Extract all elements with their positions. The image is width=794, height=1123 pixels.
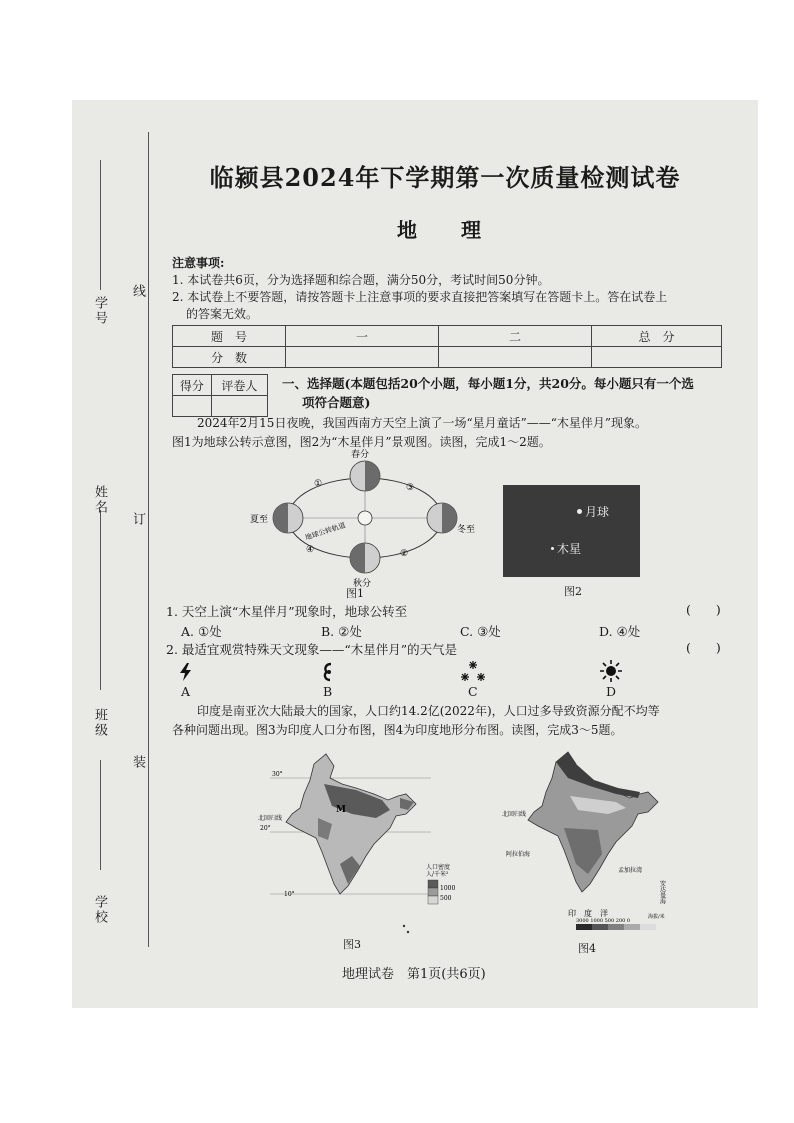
q2-answer-paren: ( )	[686, 640, 721, 655]
margin-blank-line-1	[100, 160, 101, 290]
sun	[358, 511, 372, 525]
q2-option-a: A	[181, 684, 191, 699]
margin-ding-char: 订	[130, 512, 145, 527]
fig3-lat20: 20°	[260, 825, 271, 832]
margin-school: 学校	[92, 895, 107, 925]
fig4-scale-0	[640, 924, 656, 930]
earth-winter	[427, 503, 457, 533]
score-table	[172, 325, 722, 368]
q2-option-b: B	[323, 684, 333, 699]
figure3-caption: 图3	[343, 938, 361, 951]
exam-title: 临颍县2024年下学期第一次质量检测试卷	[209, 163, 681, 192]
q2-option-c: C	[468, 684, 478, 699]
figure1-orbit-diagram	[250, 448, 480, 588]
figure2-night-sky	[503, 485, 640, 577]
score-cell-total	[592, 347, 722, 368]
passage2-line1: 印度是南亚次大陆最大的国家，人口约14.2亿(2022年)，人口过多导致资源分配不均等	[197, 704, 660, 718]
page-footer: 地理试卷 第1页(共6页)	[342, 967, 486, 982]
fig4-bay-of-bengal: 孟加拉湾	[618, 867, 643, 874]
marker-3: ③	[406, 483, 415, 493]
sunny-icon	[600, 660, 622, 682]
moon-label: 月球	[585, 505, 610, 519]
margin-zhuang-char: 装	[130, 755, 145, 770]
fig3-legend-mid	[428, 888, 438, 896]
figure4-caption: 图4	[578, 942, 596, 955]
fig3-tropic: 北回归线	[258, 815, 283, 822]
label-winter: 冬至	[457, 525, 476, 535]
exam-subject: 地 理	[397, 218, 493, 242]
grader-reviewer-label: 评卷人	[211, 375, 267, 396]
q1-option-c: C. ③处	[460, 624, 501, 639]
figure2-caption: 图2	[564, 585, 582, 598]
fig4-andaman-sea: 安达曼海	[658, 880, 666, 904]
fig3-legend-unit: 人/千米²	[426, 871, 449, 878]
margin-class: 班级	[92, 708, 107, 738]
thunder-icon	[178, 662, 194, 682]
score-cell-part2	[439, 347, 592, 368]
figure3-population-map	[256, 744, 470, 934]
typhoon-icon	[321, 662, 337, 682]
margin-blank-line-3	[100, 760, 101, 870]
fig3-legend-title: 人口密度	[426, 864, 451, 871]
score-header-total: 总 分	[592, 326, 722, 347]
fig4-scale-1000	[592, 924, 608, 930]
passage1-line2: 图1为地球公转示意图，图2为“木星伴月”景观图。读图，完成1～2题。	[172, 435, 551, 449]
figure4-terrain-map	[498, 744, 702, 938]
section1-heading-b: 项符合题意)	[302, 395, 371, 410]
marker-1: ①	[314, 479, 323, 489]
fig4-scale-unit: 海拔/米	[648, 914, 665, 920]
margin-line-char: 线	[130, 284, 145, 299]
q2-stem: 2. 最适宜观赏特殊天文现象——“木星伴月”的天气是	[166, 642, 458, 657]
notes-item-1: 1. 本试卷共6页，分为选择题和综合题，满分50分，考试时间50分钟。	[172, 273, 550, 287]
notes-item-2a: 2. 本试卷上不要答题，请按答题卡上注意事项的要求直接把答案填写在答题卡上。答在试卷上	[172, 290, 668, 304]
q1-option-d: D. ④处	[599, 624, 641, 639]
q1-option-a: A. ①处	[181, 624, 222, 639]
score-label: 分 数	[173, 347, 286, 368]
jupiter-dot	[551, 547, 554, 550]
fig3-marker-m: M	[336, 805, 346, 815]
fig4-indian-ocean: 印 度 洋	[568, 909, 608, 918]
fig4-arabian-sea: 阿拉伯海	[506, 851, 531, 858]
fig3-lat30: 30°	[272, 771, 283, 778]
section1-heading-a: 一、选择题(本题包括20个小题，每小题1分，共20分。每小题只有一个选	[282, 376, 694, 391]
earth-summer	[273, 503, 303, 533]
passage1-line1: 2024年2月15日夜晚，我国西南方天空上演了一场“星月童话”——“木星伴月”现象。	[197, 416, 647, 430]
notes-heading: 注意事项:	[172, 256, 225, 270]
fig3-legend-hi: 1000	[440, 885, 456, 892]
fig3-legend-lo: 500	[440, 895, 452, 902]
score-header-part2: 二	[439, 326, 592, 347]
jupiter-label: 木星	[557, 542, 582, 556]
score-header-part1: 一	[286, 326, 439, 347]
marker-2: ②	[400, 549, 409, 559]
label-summer: 夏至	[250, 515, 269, 525]
score-header-question: 题 号	[173, 326, 286, 347]
label-orbit: 地球公转轨道	[304, 521, 347, 542]
label-spring: 春分	[351, 450, 370, 460]
fig4-scale-500	[608, 924, 624, 930]
grader-score-label: 得分	[173, 375, 212, 396]
binding-line	[148, 132, 149, 947]
passage2-line2: 各种问题出现。图3为印度人口分布图，图4为印度地形分布图。读图，完成3～5题。	[172, 723, 623, 737]
notes-item-2b: 的答案无效。	[186, 307, 259, 321]
q1-stem: 1. 天空上演“木星伴月”现象时，地球公转至	[166, 604, 408, 619]
fig3-legend-high	[428, 880, 438, 888]
fig4-tropic: 北回归线	[502, 811, 527, 818]
snow-icon	[459, 660, 487, 684]
grader-table	[172, 374, 268, 417]
figure1-caption: 图1	[346, 587, 364, 600]
fig4-scale-values: 3000 1000 500 200 0	[576, 918, 631, 924]
margin-name: 姓名	[92, 485, 107, 515]
moon-dot	[577, 509, 582, 514]
score-cell-part1	[286, 347, 439, 368]
margin-student-id: 学号	[92, 296, 107, 326]
fig4-scale-3000	[576, 924, 592, 930]
earth-autumn	[350, 543, 380, 573]
marker-4: ④	[306, 545, 315, 555]
q2-option-d: D	[606, 684, 617, 699]
q1-answer-paren: ( )	[686, 602, 721, 617]
label-autumn: 秋分	[353, 579, 372, 588]
margin-blank-line-2	[100, 510, 101, 690]
fig3-lat10: 10°	[284, 891, 295, 898]
q1-option-b: B. ②处	[321, 624, 362, 639]
earth-spring	[350, 461, 380, 491]
fig4-scale-200	[624, 924, 640, 930]
fig3-legend-low	[428, 896, 438, 904]
